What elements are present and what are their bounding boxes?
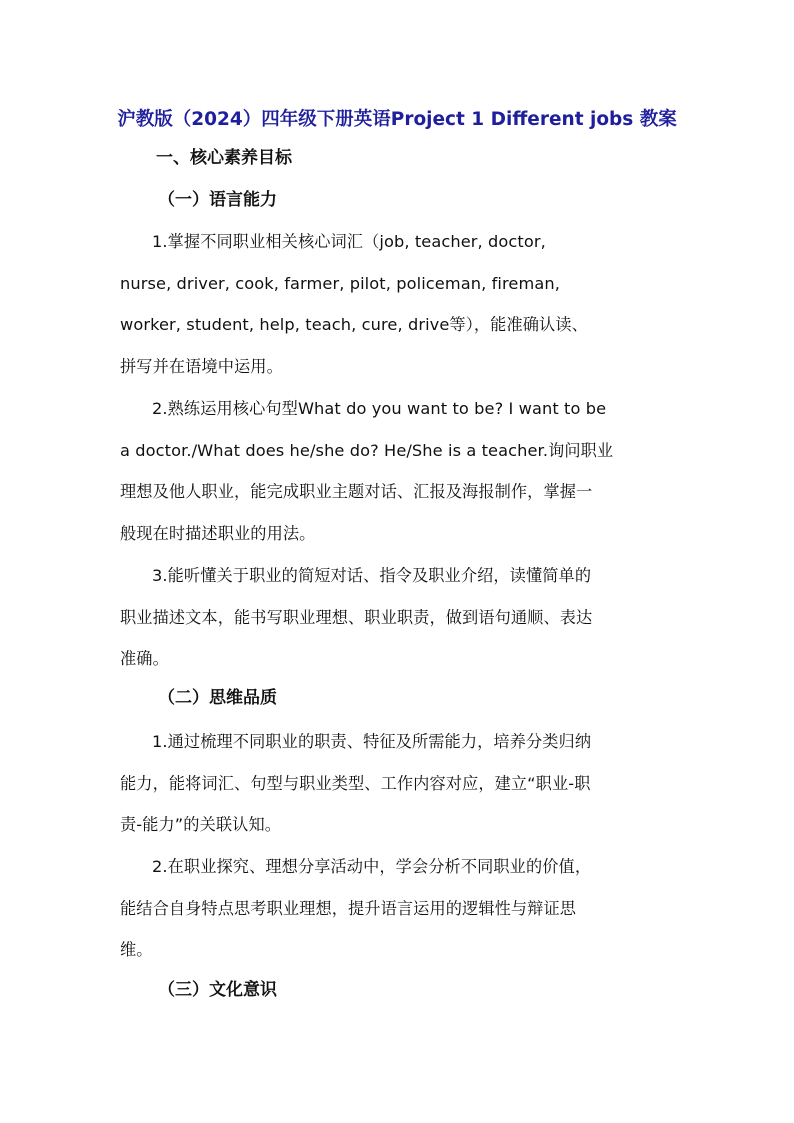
subheading-cultural-awareness: （三）文化意识 (158, 980, 277, 1000)
paragraph-classification (120, 721, 678, 846)
document-title: 沪教版（2024）四年级下册英语Project 1 Different jobs 教案 (117, 109, 677, 130)
paragraph-sentence-patterns (120, 388, 678, 554)
paragraph-text: 2.熟练运用核心句型What do you want to be? I want to be a doctor./What does he/she do? He/She is a teacher.询问职业 理想及他人职业，能完成职业主题对话、汇报及海报制作，掌握一 般现在时描述职业的用法。 (120, 399, 614, 543)
section-heading-core-goals: 一、核心素养目标 (156, 148, 292, 168)
paragraph-vocabulary (120, 221, 678, 387)
paragraph-career-exploration (120, 846, 678, 971)
paragraph-text: 1.掌握不同职业相关核心词汇（job, teacher, doctor, nurse, driver, cook, farmer, pilot, policeman, fireman, worker, student, help, teach, cure, drive等），能准确认读、 拼写并在语境中运用。 (120, 232, 588, 376)
subheading-language-ability: （一）语言能力 (158, 190, 277, 210)
paragraph-listening-reading (120, 555, 678, 680)
paragraph-text: 2.在职业探究、理想分享活动中，学会分析不同职业的价值， 能结合自身特点思考职业理想，提升语言运用的逻辑性与辩证思 维。 (120, 857, 592, 960)
paragraph-text: 3.能听懂关于职业的简短对话、指令及职业介绍，读懂简单的 职业描述文本，能书写职业理想、职业职责，做到语句通顺、表达 准确。 (120, 566, 593, 669)
subheading-thinking-quality: （二）思维品质 (158, 688, 277, 708)
paragraph-text: 1.通过梳理不同职业的职责、特征及所需能力，培养分类归纳 能力，能将词汇、句型与职业类型、工作内容对应，建立“职业-职 责-能力”的关联认知。 (120, 732, 592, 835)
